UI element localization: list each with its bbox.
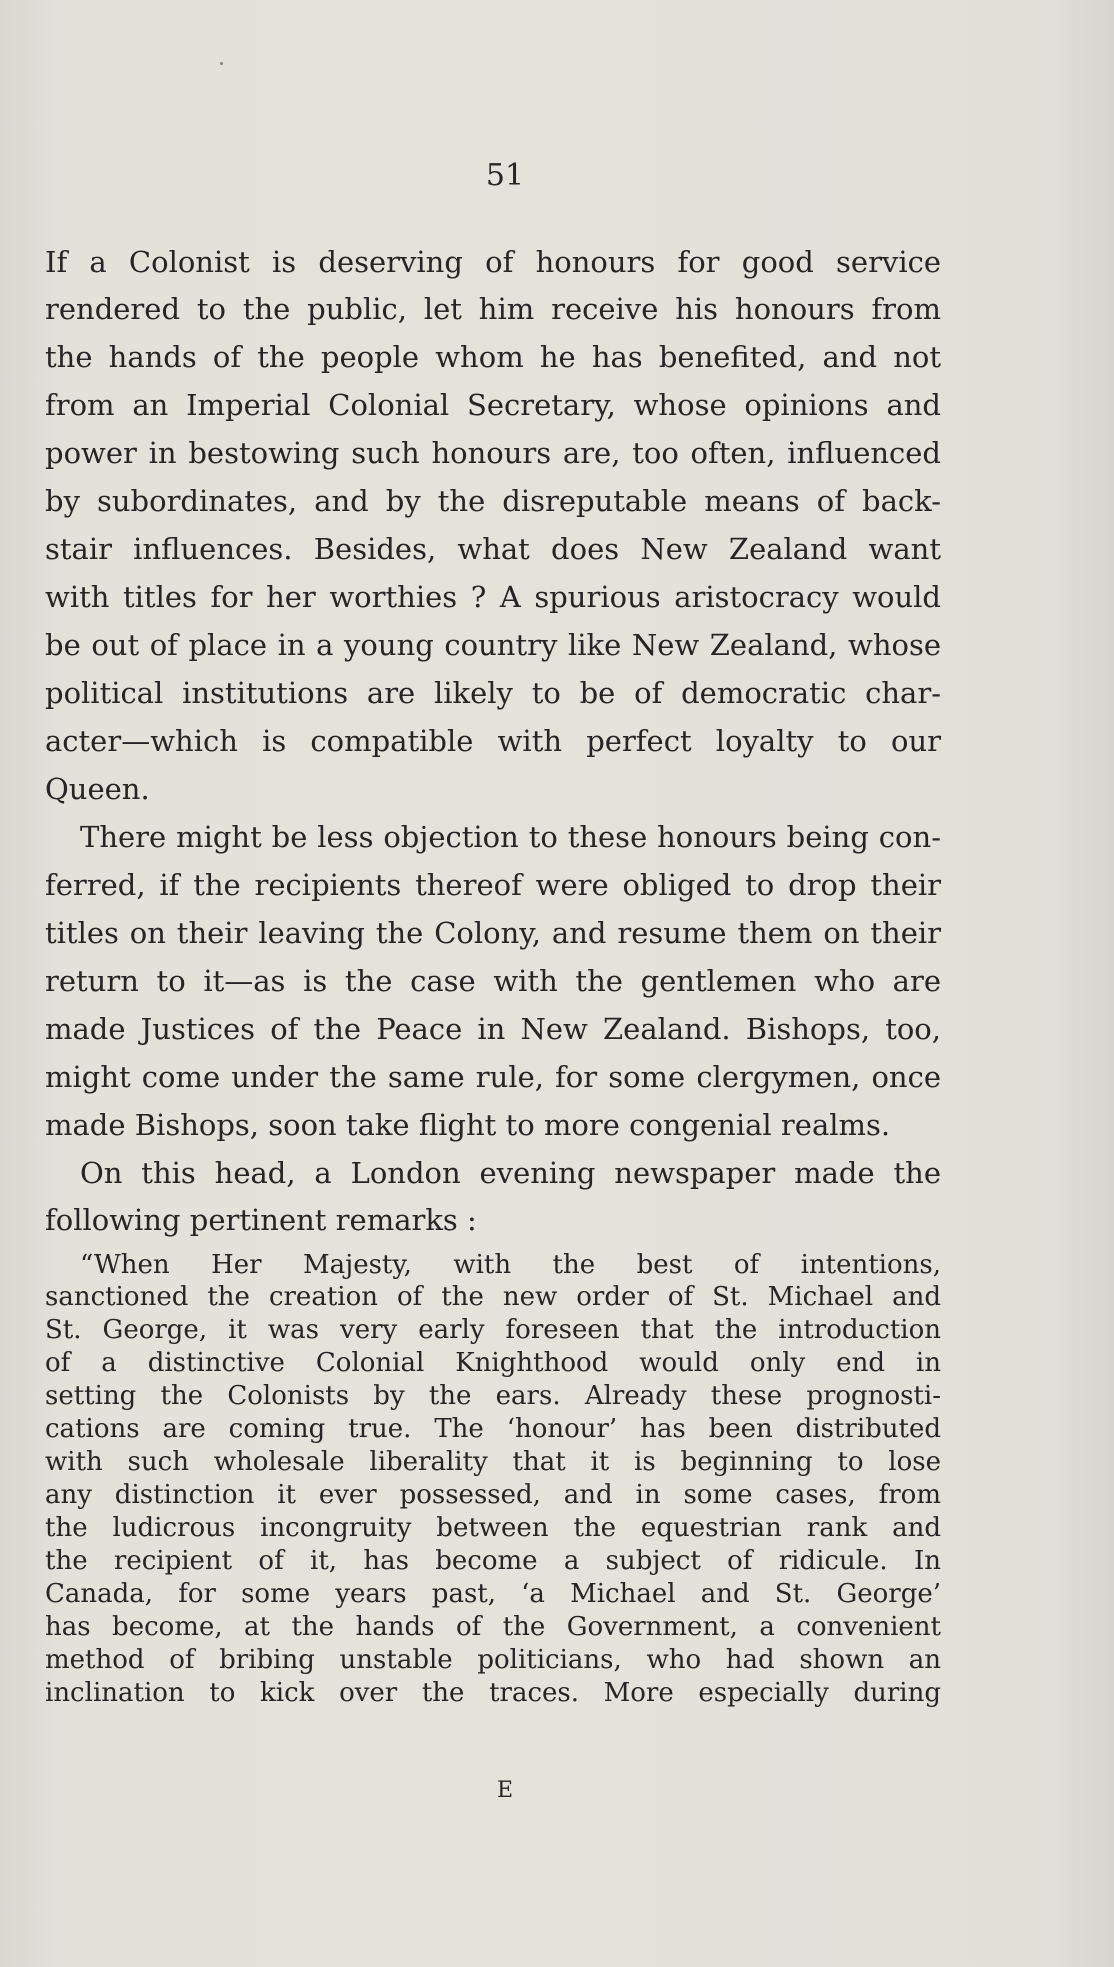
text-line: stair influences. Besides, what does New Zealand want xyxy=(45,532,941,566)
text-line: made Bishops, soon take flight to more congenial realms. xyxy=(45,1108,891,1142)
text-line: by subordinates, and by the disreputable means of back- xyxy=(45,484,941,518)
quote-line: method of bribing unstable politicians, who had shown an xyxy=(45,1645,941,1675)
text-line: If a Colonist is deserving of honours for good service xyxy=(45,245,941,279)
paper-speck xyxy=(220,62,223,65)
quote-line: “When Her Majesty, with the best of intentions, xyxy=(80,1250,941,1280)
signature-mark: E xyxy=(496,1778,514,1803)
text-line: political institutions are likely to be of democratic char- xyxy=(45,676,941,710)
text-line: On this head, a London evening newspaper made the xyxy=(80,1156,941,1190)
quote-line: sanctioned the creation of the new order of St. Michael and xyxy=(45,1282,941,1312)
quote-line: of a distinctive Colonial Knighthood would only end in xyxy=(45,1348,941,1378)
quote-line: with such wholesale liberality that it is beginning to lose xyxy=(45,1447,941,1477)
text-line: be out of place in a young country like New Zealand, whose xyxy=(45,628,941,662)
quote-line: cations are coming true. The ‘honour’ has been distributed xyxy=(45,1414,941,1444)
text-line: There might be less objection to these honours being con- xyxy=(80,820,941,854)
quote-line: has become, at the hands of the Government, a convenient xyxy=(45,1612,941,1642)
text-line: the hands of the people whom he has benefited, and not xyxy=(45,340,941,374)
quote-line: St. George, it was very early foreseen that the introduction xyxy=(45,1315,941,1345)
text-line: ferred, if the recipients thereof were obliged to drop their xyxy=(45,868,941,902)
quote-line: the ludicrous incongruity between the equestrian rank and xyxy=(45,1513,941,1543)
quote-line: Canada, for some years past, ‘a Michael and St. George’ xyxy=(45,1579,941,1609)
text-line: acter—which is compatible with perfect loyalty to our xyxy=(45,724,941,758)
text-line: Queen. xyxy=(45,772,150,806)
quote-line: the recipient of it, has become a subject of ridicule. In xyxy=(45,1546,941,1576)
page-number: 51 xyxy=(485,158,525,193)
text-line: might come under the same rule, for some clergymen, once xyxy=(45,1060,941,1094)
quote-line: setting the Colonists by the ears. Already these prognosti- xyxy=(45,1381,941,1411)
text-line: rendered to the public, let him receive his honours from xyxy=(45,292,941,326)
quote-line: inclination to kick over the traces. More especially during xyxy=(45,1678,941,1708)
text-line: with titles for her worthies ? A spurious aristocracy would xyxy=(45,580,941,614)
text-line: power in bestowing such honours are, too often, influenced xyxy=(45,436,941,470)
text-line: return to it—as is the case with the gentlemen who are xyxy=(45,964,941,998)
text-line: made Justices of the Peace in New Zealand. Bishops, too, xyxy=(45,1012,941,1046)
quote-line: any distinction it ever possessed, and in some cases, from xyxy=(45,1480,941,1510)
text-line: following pertinent remarks : xyxy=(45,1203,477,1237)
text-line: titles on their leaving the Colony, and resume them on their xyxy=(45,916,941,950)
text-line: from an Imperial Colonial Secretary, whose opinions and xyxy=(45,388,941,422)
